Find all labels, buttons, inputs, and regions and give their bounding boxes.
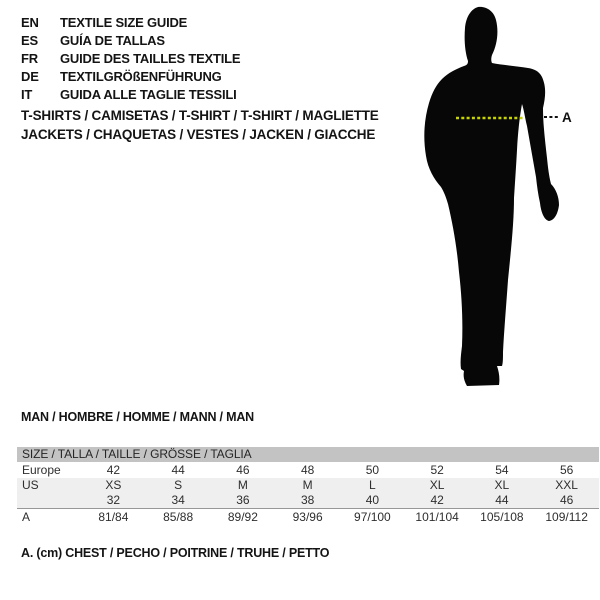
size-value: 54	[495, 463, 509, 477]
size-value: 93/96	[292, 510, 323, 524]
size-value: 97/100	[354, 510, 391, 524]
row-label: Europe	[22, 463, 61, 477]
size-value: 101/104	[415, 510, 459, 524]
row-label	[17, 493, 81, 508]
size-value: XXL	[555, 478, 578, 492]
size-value: 32	[106, 493, 121, 507]
size-value: XL	[494, 478, 510, 492]
language-code: DE	[21, 69, 39, 84]
language-text: GUIDE DES TAILLES TEXTILE	[60, 51, 241, 66]
table-row-numeric	[17, 493, 599, 508]
row-label: US	[22, 478, 39, 492]
size-value: M	[237, 478, 248, 492]
size-value: 42	[106, 463, 121, 477]
size-value: XL	[429, 478, 445, 492]
size-value: L	[369, 478, 376, 492]
language-text: GUÍA DE TALLAS	[60, 33, 165, 48]
table-row-europe	[17, 462, 599, 478]
language-code: ES	[21, 33, 38, 48]
size-value: XS	[105, 478, 122, 492]
size-value: 56	[559, 463, 574, 477]
size-value: 46	[559, 493, 574, 507]
measurement-footnote: A. (cm) CHEST / PECHO / POITRINE / TRUHE / PETTO	[21, 546, 330, 560]
size-value: 42	[430, 493, 444, 507]
size-value: 36	[236, 493, 250, 507]
size-value: 85/88	[163, 510, 194, 524]
size-value: 50	[365, 463, 380, 477]
size-table	[17, 447, 599, 526]
category-jackets: JACKETS / CHAQUETAS / VESTES / JACKEN / GIACCHE	[21, 127, 376, 142]
size-value: M	[302, 478, 313, 492]
size-value: 38	[300, 493, 315, 507]
man-silhouette	[424, 7, 559, 386]
language-code: FR	[21, 51, 38, 66]
size-table-header: SIZE / TALLA / TAILLE / GRÖSSE / TAGLIA	[17, 447, 599, 462]
section-title: MAN / HOMBRE / HOMME / MANN / MAN	[21, 410, 254, 424]
size-value: 40	[365, 493, 380, 507]
size-value: 52	[430, 463, 444, 477]
table-row-chest-cm	[17, 508, 599, 526]
size-value: 89/92	[227, 510, 258, 524]
size-value: 44	[495, 493, 509, 507]
size-value: 109/112	[545, 510, 588, 524]
language-text: TEXTILE SIZE GUIDE	[60, 15, 188, 30]
size-value: S	[174, 478, 183, 492]
size-value: 46	[236, 463, 250, 477]
language-code: EN	[21, 15, 39, 30]
language-text: GUIDA ALLE TAGLIE TESSILI	[60, 87, 237, 102]
category-tshirts: T-SHIRTS / CAMISETAS / T-SHIRT / T-SHIRT / MAGLIETTE	[21, 108, 379, 123]
chest-measure-label: A	[562, 110, 572, 125]
size-value: 105/108	[480, 510, 524, 524]
language-text: TEXTILGRÖßENFÜHRUNG	[60, 69, 222, 84]
table-row-us	[17, 478, 599, 493]
size-value: 48	[300, 463, 315, 477]
language-code: IT	[21, 87, 33, 102]
row-label: A	[22, 510, 31, 524]
size-value: 34	[171, 493, 185, 507]
size-value: 44	[171, 463, 185, 477]
size-value: 81/84	[98, 510, 129, 524]
